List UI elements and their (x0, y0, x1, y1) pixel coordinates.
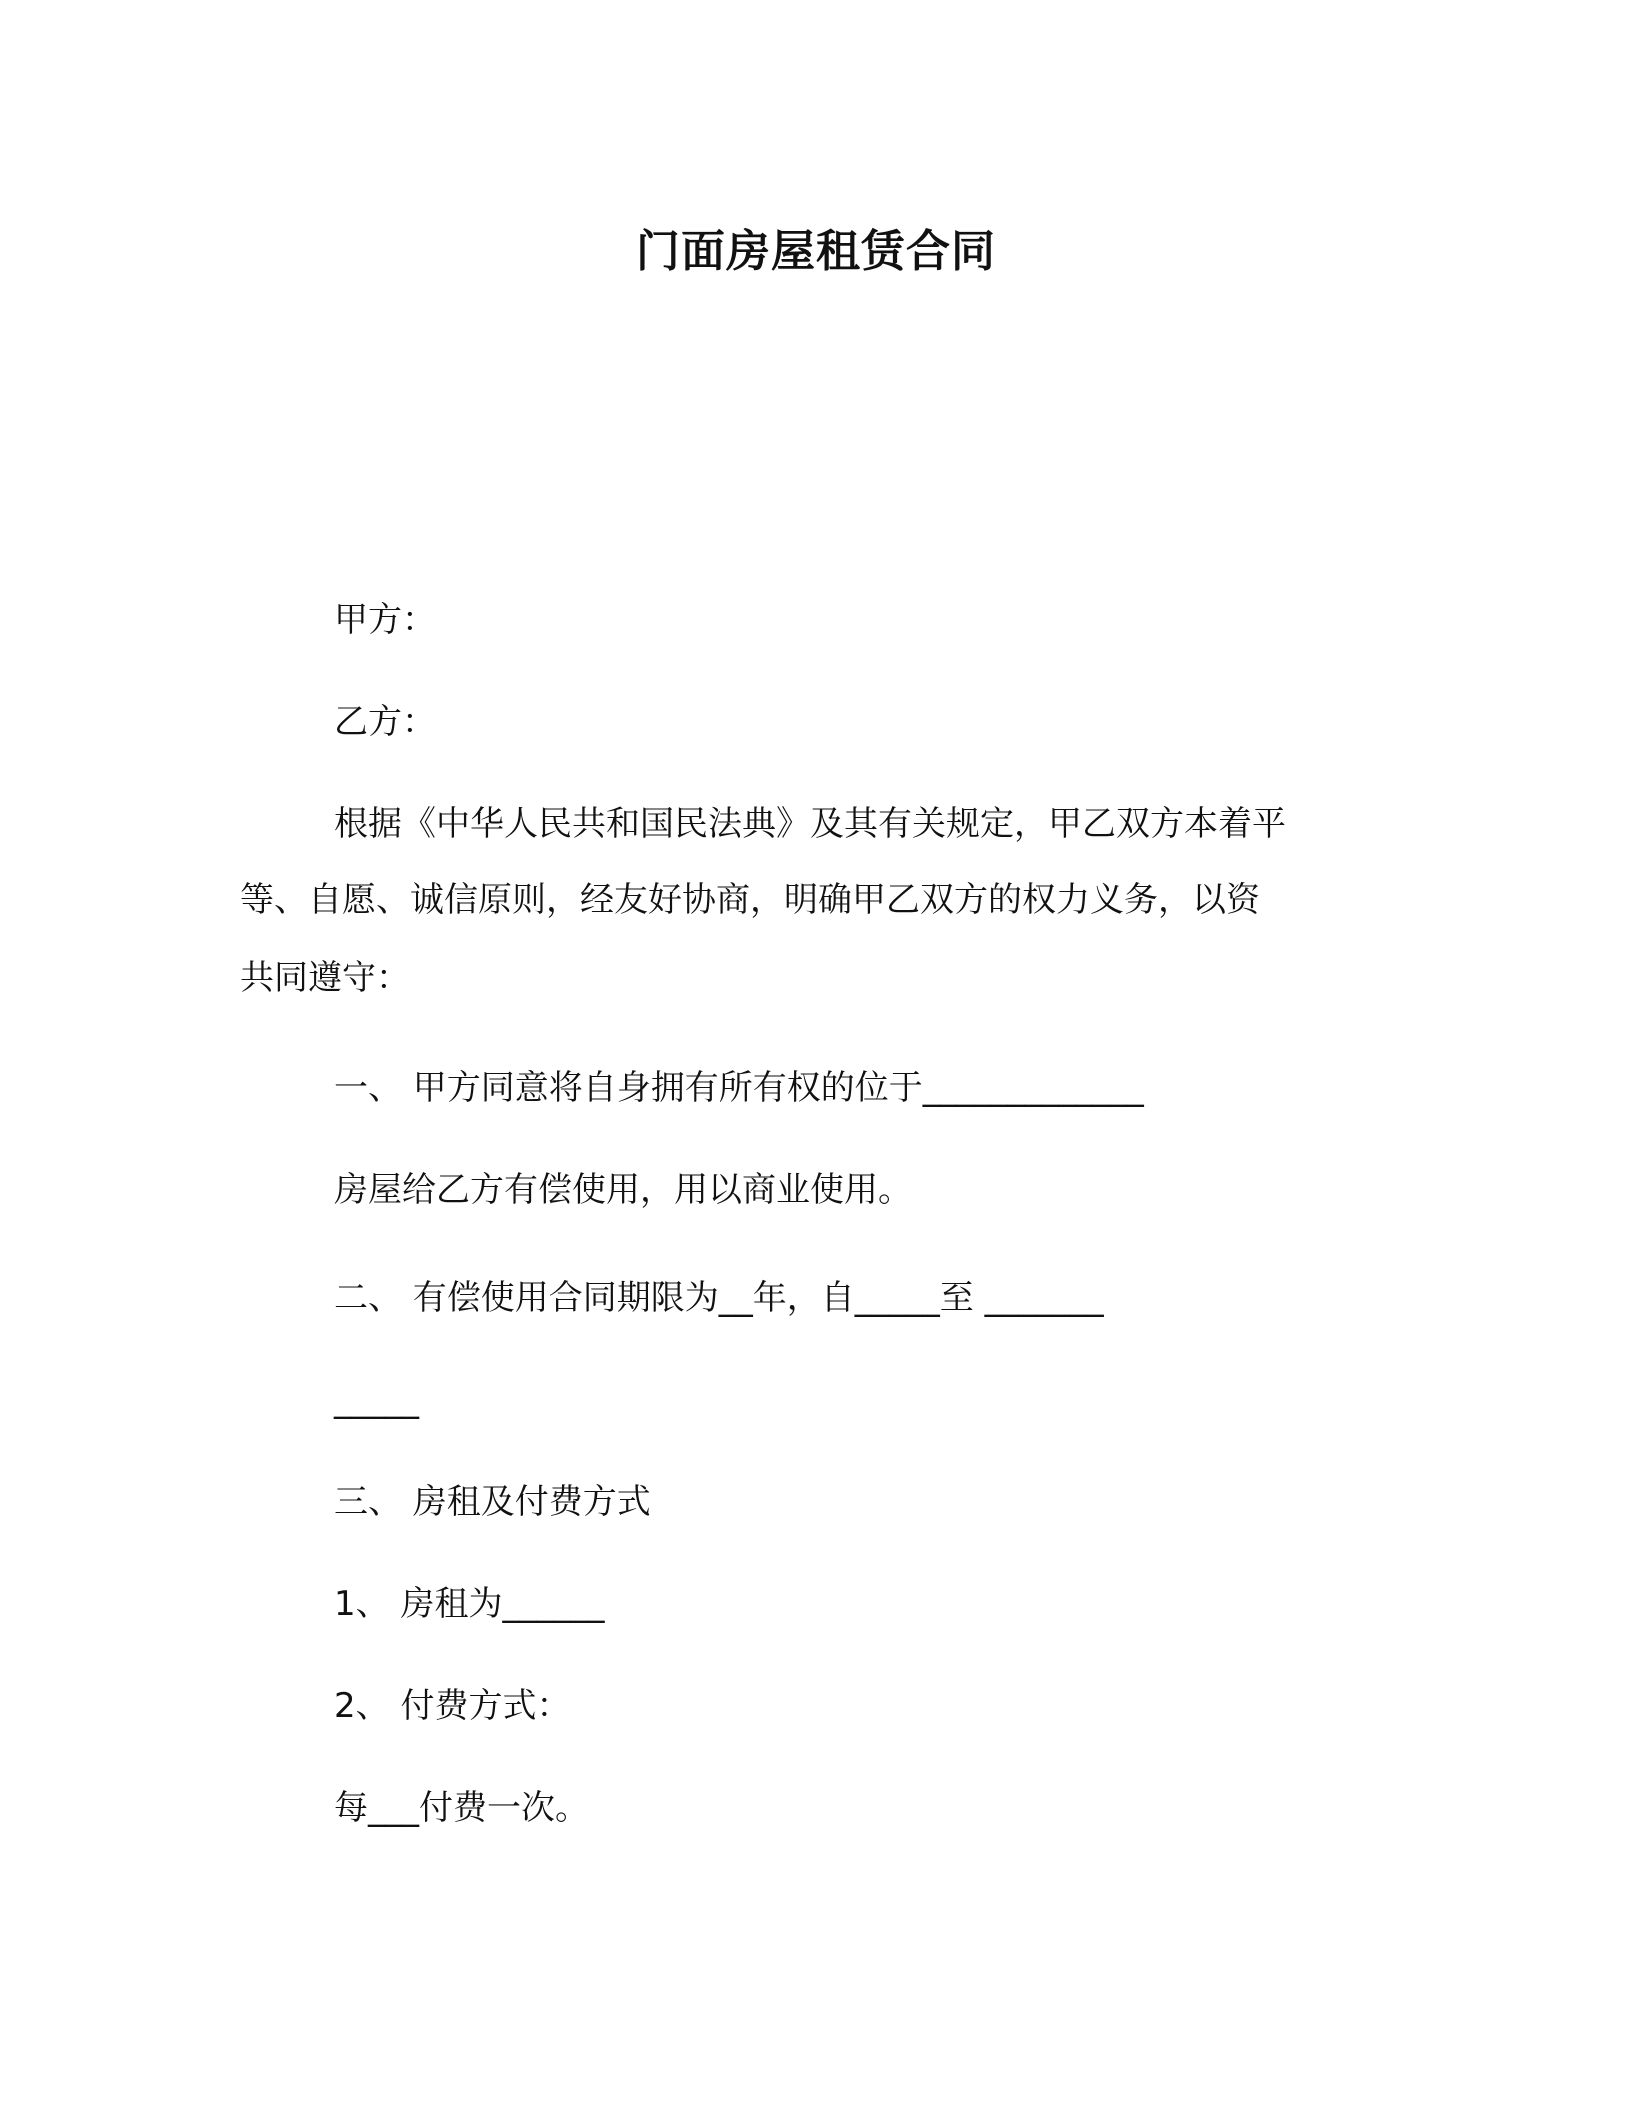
clause-2-line-1: 二、 有偿使用合同期限为__年，自_____至 _______ (334, 1278, 1104, 1318)
party-a-label: 甲方： (334, 600, 436, 640)
preamble-line-3: 共同遵守： (240, 958, 410, 998)
clause-1-line-1: 一、 甲方同意将自身拥有所有权的位于_____________ (334, 1068, 1144, 1108)
preamble-line-1: 根据《中华人民共和国民法典》及其有关规定，甲乙双方本着平 (334, 804, 1286, 844)
clause-3-item-1: 1、 房租为______ (334, 1584, 605, 1624)
preamble-line-2: 等、自愿、诚信原则，经友好协商，明确甲乙双方的权力义务，以资 (240, 880, 1260, 920)
clause-3-heading: 三、 房租及付费方式 (334, 1482, 651, 1522)
clause-3-item-3: 每___付费一次。 (334, 1788, 589, 1828)
clause-1-line-2: 房屋给乙方有偿使用，用以商业使用。 (334, 1170, 912, 1210)
document-title: 门面房屋租赁合同 (636, 226, 996, 277)
clause-3-item-2: 2、 付费方式： (334, 1686, 571, 1726)
party-b-label: 乙方： (334, 702, 436, 742)
clause-2-line-2: _____ (334, 1380, 419, 1420)
